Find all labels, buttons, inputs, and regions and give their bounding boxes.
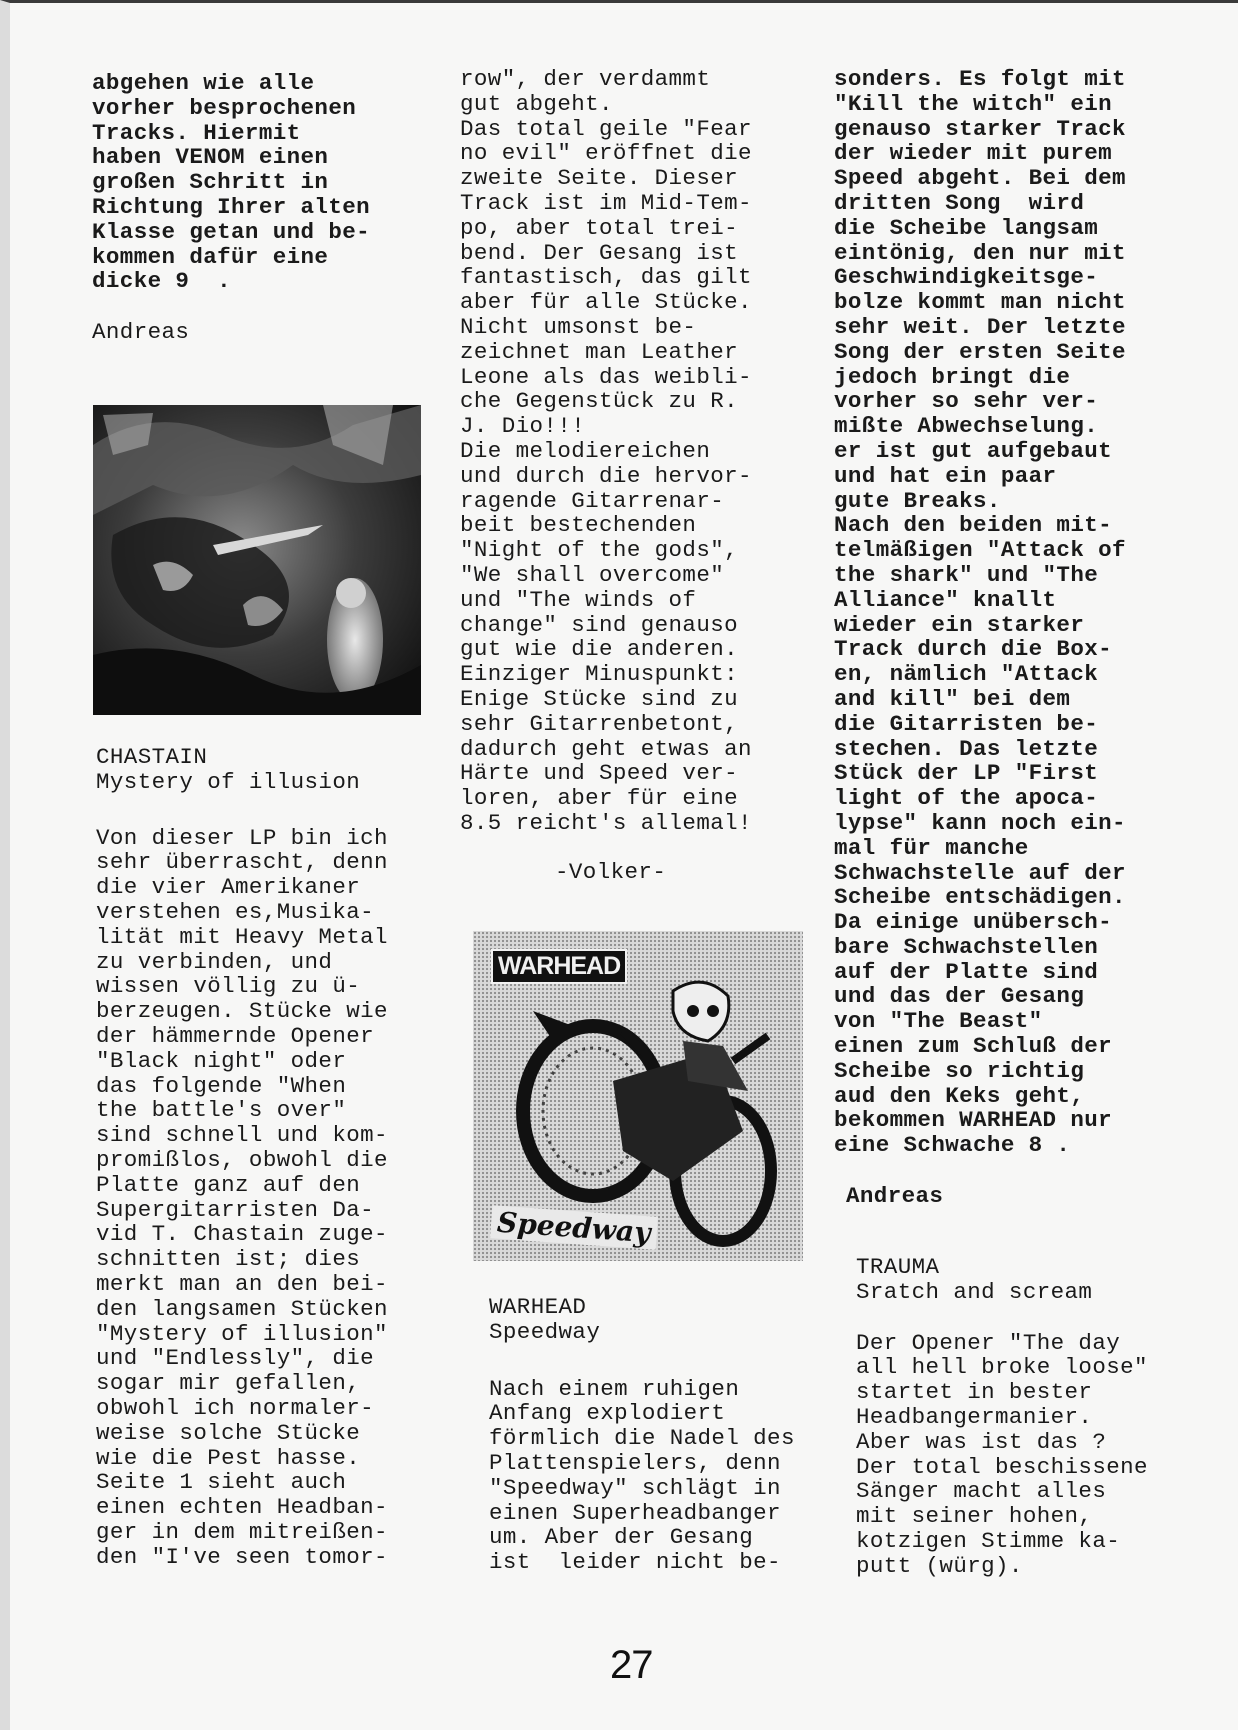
text-line: putt (würg). xyxy=(856,1552,1023,1579)
text-line: dicke 9 . xyxy=(92,268,232,295)
text-line: vorher besprochenen xyxy=(92,94,357,121)
text-line: Geschwindigkeitsge- xyxy=(834,264,1099,291)
speedway-album-logo: Speedway xyxy=(490,1205,657,1249)
text-line: bend. Der Gesang ist xyxy=(460,239,739,266)
trauma-review xyxy=(856,1255,1148,1579)
venom-review-ending xyxy=(92,71,422,294)
text-line: che Gegenstück zu R. xyxy=(460,388,739,415)
text-line: and kill" bei dem xyxy=(834,685,1071,712)
text-line: ger in dem mitreißen- xyxy=(96,1518,388,1545)
text-line: "Night of the gods", xyxy=(460,537,739,564)
text-line: das folgende "When xyxy=(96,1072,347,1099)
text-line: Der Opener "The day xyxy=(856,1329,1121,1356)
text-line: merkt man an den bei- xyxy=(96,1270,388,1297)
text-line: dadurch geht etwas an xyxy=(460,735,752,762)
text-line: gute Breaks. xyxy=(834,487,1001,514)
text-line: Der total beschissene xyxy=(856,1453,1148,1480)
text-line: Härte und Speed ver- xyxy=(460,760,739,787)
text-line: no evil" eröffnet die xyxy=(460,140,752,167)
text-line: berzeugen. Stücke wie xyxy=(96,998,388,1025)
text-line: der wieder mit purem xyxy=(834,140,1113,167)
text-line: abgehen wie alle xyxy=(92,70,315,96)
review-album-title: Speedway xyxy=(489,1318,601,1345)
text-line: Supergitarristen Da- xyxy=(96,1196,375,1223)
text-line: bare Schwachstellen xyxy=(834,933,1099,960)
text-line: und "The winds of xyxy=(460,586,697,613)
text-line: obwohl ich normaler- xyxy=(96,1394,375,1421)
text-line: fantastisch, das gilt xyxy=(460,264,752,291)
warhead-album-cover xyxy=(473,931,803,1261)
text-line: bolze kommt man nicht xyxy=(834,289,1126,316)
text-line: Nach den beiden mit- xyxy=(834,512,1113,539)
chastain-review xyxy=(96,745,388,1570)
text-line: auf der Platte sind xyxy=(834,958,1099,985)
text-line: wie die Pest hasse. xyxy=(96,1444,361,1471)
text-line: the battle's over" xyxy=(96,1097,347,1124)
text-line: Leone als das weibli- xyxy=(460,363,752,390)
text-line: stechen. Das letzte xyxy=(834,735,1099,762)
author-signature: -Volker- xyxy=(555,858,667,885)
review-body xyxy=(96,826,388,1570)
text-line: vorher so sehr ver- xyxy=(834,388,1099,415)
warhead-band-logo: WARHEAD xyxy=(491,949,627,984)
text-line: mit seiner hohen, xyxy=(856,1503,1093,1530)
text-line: jedoch bringt die xyxy=(834,363,1071,390)
text-line: loren, aber für eine xyxy=(460,785,739,812)
text-line: den langsamen Stücken xyxy=(96,1295,388,1322)
review-album-title: Sratch and scream xyxy=(856,1278,1093,1305)
text-line: "Black night" oder xyxy=(96,1047,347,1074)
text-line: und hat ein paar xyxy=(834,462,1057,489)
text-line: Seite 1 sieht auch xyxy=(96,1469,347,1496)
text-line: großen Schritt in xyxy=(92,169,329,196)
fantasy-artwork-image xyxy=(93,405,421,715)
text-line: Speed abgeht. Bei dem xyxy=(834,165,1126,192)
text-line: sehr Gitarrenbetont, xyxy=(460,710,739,737)
text-line: und das der Gesang xyxy=(834,983,1085,1010)
text-line: die vier Amerikaner xyxy=(96,874,361,901)
text-line: verstehen es,Musika- xyxy=(96,898,375,925)
text-line: sonders. Es folgt mit xyxy=(834,66,1126,92)
text-line: ragende Gitarrenar- xyxy=(460,487,725,514)
text-line: Headbangermanier. xyxy=(856,1403,1093,1430)
text-line: Einziger Minuspunkt: xyxy=(460,661,739,688)
text-line: einen zum Schluß der xyxy=(834,1033,1113,1060)
text-line: wissen völlig zu ü- xyxy=(96,973,361,1000)
author-signature: Andreas xyxy=(846,1183,944,1210)
text-line: "Mystery of illusion" xyxy=(96,1320,388,1347)
text-line: er ist gut aufgebaut xyxy=(834,437,1113,464)
text-line: beit bestechenden xyxy=(460,512,697,539)
text-line: Sänger macht alles xyxy=(856,1478,1107,1505)
review-band-name: CHASTAIN xyxy=(96,744,208,770)
text-line: Schwachstelle auf der xyxy=(834,859,1126,886)
author-signature: Andreas xyxy=(92,319,190,346)
text-line: startet in bester xyxy=(856,1379,1093,1406)
text-line: und "Endlessly", die xyxy=(96,1345,375,1372)
text-line: po, aber total trei- xyxy=(460,214,739,241)
page-number: 27 xyxy=(610,1643,653,1687)
column-2 xyxy=(460,67,800,885)
text-line: von "The Beast" xyxy=(834,1008,1043,1035)
text-line: die Scheibe langsam xyxy=(834,214,1099,241)
text-line: aber für alle Stücke. xyxy=(460,289,752,316)
text-line: weise solche Stücke xyxy=(96,1419,361,1446)
text-line: promißlos, obwohl die xyxy=(96,1146,388,1173)
text-line: Tracks. Hiermit xyxy=(92,119,301,146)
text-line: "Speedway" schlägt in xyxy=(489,1474,781,1501)
text-line: und durch die hervor- xyxy=(460,462,752,489)
text-line: schnitten ist; dies xyxy=(96,1246,361,1273)
review-body xyxy=(856,1331,1148,1579)
text-line: kotzigen Stimme ka- xyxy=(856,1527,1121,1554)
text-line: eine Schwache 8 . xyxy=(834,1132,1071,1159)
text-line: Track durch die Box- xyxy=(834,636,1113,663)
text-line: Anfang explodiert xyxy=(489,1400,726,1427)
text-line: einen Superheadbanger xyxy=(489,1499,781,1526)
text-line: Platte ganz auf den xyxy=(96,1171,361,1198)
text-line: haben VENOM einen xyxy=(92,144,329,171)
text-line: Da einige unübersch- xyxy=(834,909,1113,936)
text-line: dritten Song wird xyxy=(834,189,1085,216)
text-line: förmlich die Nadel des xyxy=(489,1425,795,1452)
text-line: Richtung Ihrer alten xyxy=(92,193,371,220)
text-line: sehr weit. Der letzte xyxy=(834,313,1126,340)
text-line: aud den Keks geht, xyxy=(834,1082,1085,1109)
text-line: der hämmernde Opener xyxy=(96,1022,375,1049)
text-line: bekommen WARHEAD nur xyxy=(834,1107,1113,1134)
text-line: 8.5 reicht's allemal! xyxy=(460,809,752,836)
text-line: lypse" kann noch ein- xyxy=(834,809,1126,836)
chastain-review-continued xyxy=(460,67,800,836)
text-line: en, nämlich "Attack xyxy=(834,661,1099,688)
text-line: Von dieser LP bin ich xyxy=(96,824,388,851)
text-line: die Gitarristen be- xyxy=(834,710,1099,737)
text-line: Aber was ist das ? xyxy=(856,1428,1107,1455)
text-line: Alliance" knallt xyxy=(834,586,1057,613)
text-line: sogar mir gefallen, xyxy=(96,1370,361,1397)
text-line: vid T. Chastain zuge- xyxy=(96,1221,388,1248)
text-line: einen echten Headban- xyxy=(96,1494,388,1521)
text-line: light of the apoca- xyxy=(834,785,1099,812)
review-album-title: Mystery of illusion xyxy=(96,768,361,795)
text-line: Scheibe so richtig xyxy=(834,1057,1085,1084)
text-line: telmäßigen "Attack of xyxy=(834,537,1126,564)
text-line: Das total geile "Fear xyxy=(460,115,752,142)
text-line: mal für manche xyxy=(834,834,1029,861)
text-line: gut wie die anderen. xyxy=(460,636,739,663)
text-line: Plattenspielers, denn xyxy=(489,1449,781,1476)
text-line: "Kill the witch" ein xyxy=(834,90,1113,117)
text-line: zu verbinden, und xyxy=(96,948,333,975)
text-line: mißte Abwechselung. xyxy=(834,413,1099,440)
text-line: wieder ein starker xyxy=(834,611,1085,638)
text-line: den "I've seen tomor- xyxy=(96,1543,388,1570)
text-line: Track ist im Mid-Tem- xyxy=(460,189,752,216)
text-line: "We shall overcome" xyxy=(460,561,725,588)
text-line: Nach einem ruhigen xyxy=(489,1375,740,1402)
text-line: lität mit Heavy Metal xyxy=(96,923,388,950)
text-line: J. Dio!!! xyxy=(460,413,586,440)
review-body xyxy=(489,1377,795,1575)
text-line: sehr überrascht, denn xyxy=(96,849,388,876)
text-line: um. Aber der Gesang xyxy=(489,1524,754,1551)
text-line: genauso starker Track xyxy=(834,115,1126,142)
text-line: all hell broke loose" xyxy=(856,1354,1148,1381)
warhead-review xyxy=(489,1295,795,1575)
text-line: zweite Seite. Dieser xyxy=(460,165,739,192)
review-band-name: WARHEAD xyxy=(489,1294,587,1320)
text-line: the shark" und "The xyxy=(834,561,1099,588)
text-line: Die melodiereichen xyxy=(460,437,711,464)
text-line: kommen dafür eine xyxy=(92,243,329,270)
text-line: gut abgeht. xyxy=(460,90,613,117)
text-line: Song der ersten Seite xyxy=(834,338,1126,365)
text-line: row", der verdammt xyxy=(460,66,711,92)
text-line: eintönig, den nur mit xyxy=(834,239,1126,266)
chastain-album-cover xyxy=(93,405,421,715)
text-line: Nicht umsonst be- xyxy=(460,313,697,340)
text-line: ist leider nicht be- xyxy=(489,1549,781,1576)
column-3 xyxy=(834,67,1179,1209)
warhead-review-continued xyxy=(834,67,1179,1158)
text-line: Klasse getan und be- xyxy=(92,218,371,245)
text-line: zeichnet man Leather xyxy=(460,338,739,365)
text-line: Scheibe entschädigen. xyxy=(834,884,1126,911)
review-band-name: TRAUMA xyxy=(856,1254,940,1280)
text-line: Enige Stücke sind zu xyxy=(460,685,739,712)
column-1 xyxy=(92,71,422,345)
text-line: sind schnell und kom- xyxy=(96,1122,388,1149)
text-line: Stück der LP "First xyxy=(834,760,1099,787)
text-line: change" sind genauso xyxy=(460,611,739,638)
